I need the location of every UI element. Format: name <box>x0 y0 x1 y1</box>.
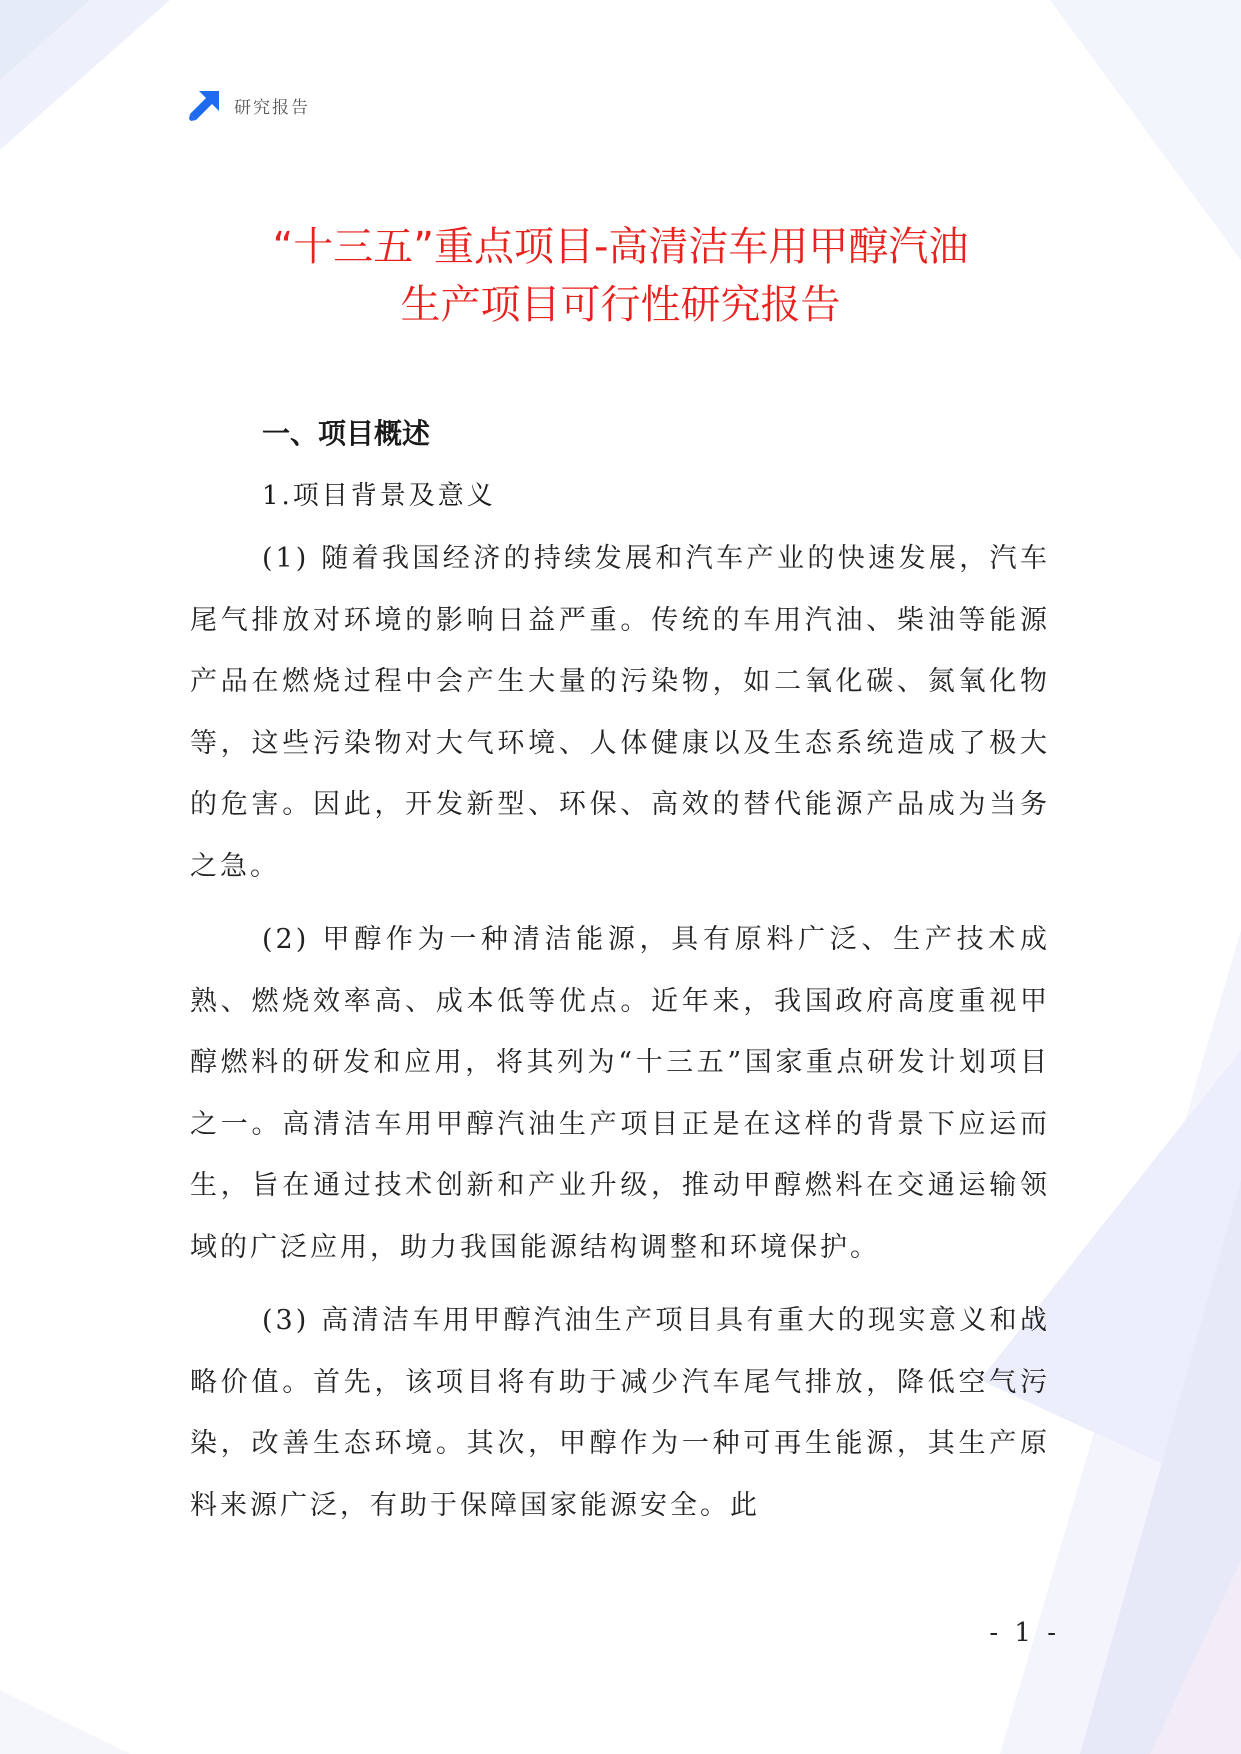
paragraph-2: (2) 甲醇作为一种清洁能源，具有原料广泛、生产技术成熟、燃烧效率高、成本低等优点。近年来，我国政府高度重视甲醇燃料的研发和应用，将其列为“十三五”国家重点研发计划项目之一。高清洁车用甲醇汽油生产项目正是在这样的背景下应运而生，旨在通过技术创新和产业升级，推动甲醇燃料在交通运输领域的广泛应用，助力我国能源结构调整和环境保护。 <box>190 924 1050 1263</box>
arrow-up-right-icon <box>188 88 222 122</box>
paragraph-3: (3) 高清洁车用甲醇汽油生产项目具有重大的现实意义和战略价值。首先，该项目将有助于减少汽车尾气排放，降低空气污染，改善生态环境。其次，甲醇作为一种可再生能源，其生产原料来源广泛，有助于保障国家能源安全。此 <box>190 1305 1050 1521</box>
page-number: - 1 - <box>989 1618 1060 1648</box>
header <box>188 88 310 122</box>
header-label: 研究报告 <box>234 97 310 118</box>
document-body <box>190 414 1050 1536</box>
section-heading: 一、项目概述 <box>262 417 431 450</box>
paragraph-1: (1) 随着我国经济的持续发展和汽车产业的快速发展，汽车尾气排放对环境的影响日益严重。传统的车用汽油、柴油等能源产品在燃烧过程中会产生大量的污染物，如二氧化碳、氮氧化物等，这些污染物对大气环境、人体健康以及生态系统造成了极大的危害。因此，开发新型、环保、高效的替代能源产品成为当务之急。 <box>190 543 1050 882</box>
title-line-2: 生产项目可行性研究报告 <box>400 282 841 328</box>
title-line-1: “十三五”重点项目-高清洁车用甲醇汽油 <box>272 224 969 270</box>
subsection-heading: 1.项目背景及意义 <box>262 481 496 511</box>
document-title <box>150 218 1091 334</box>
